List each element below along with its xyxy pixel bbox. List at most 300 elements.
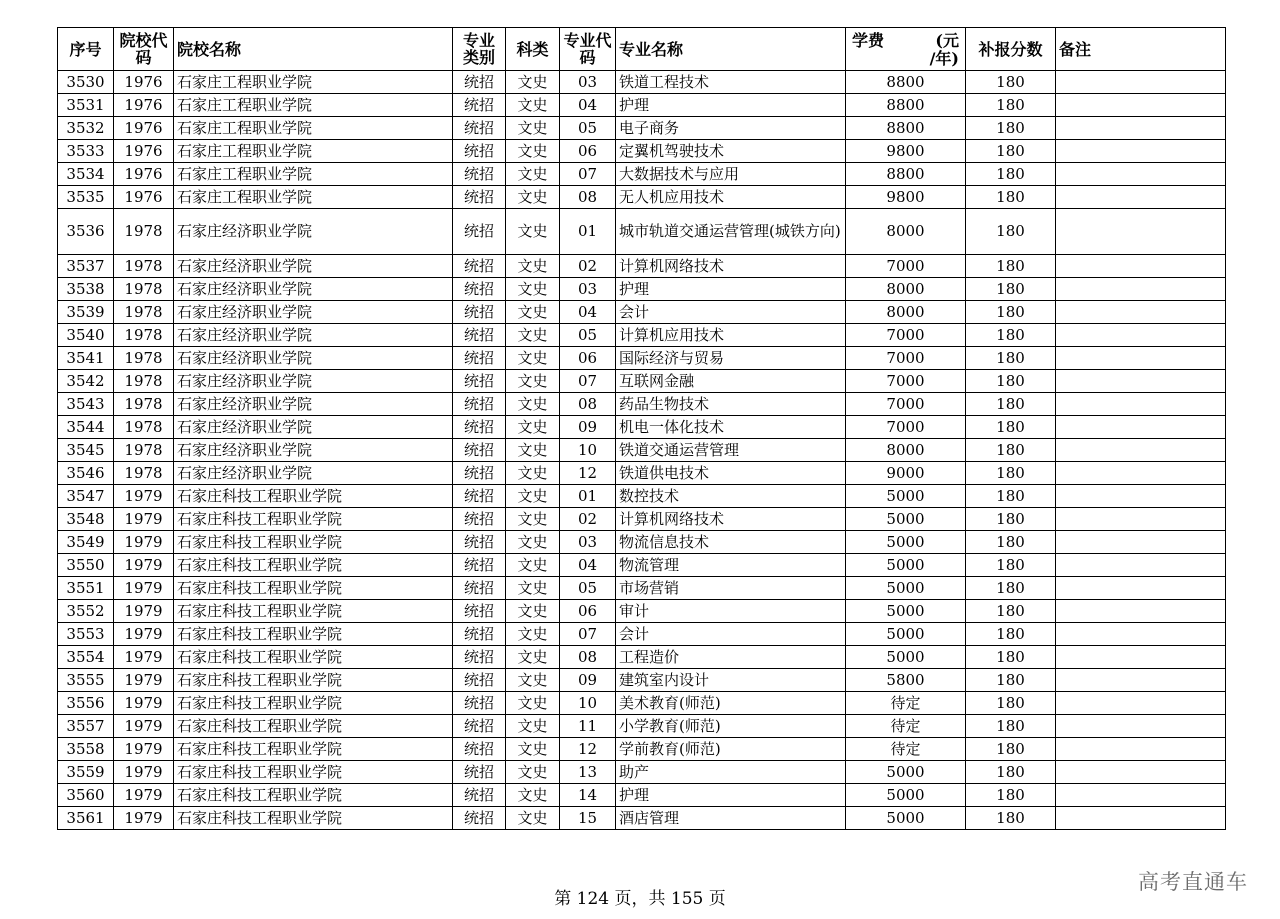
cell-seq: 3537 (58, 255, 114, 278)
cell-major-type: 统招 (453, 94, 506, 117)
table-row (58, 416, 1226, 439)
cell-score: 180 (966, 393, 1056, 416)
header-school-code: 院校代码 (114, 28, 174, 71)
cell-school-name: 石家庄工程职业学院 (174, 94, 453, 117)
cell-school-name: 石家庄工程职业学院 (174, 117, 453, 140)
cell-fee: 5800 (846, 669, 966, 692)
cell-category: 文史 (506, 807, 560, 830)
cell-major-type: 统招 (453, 140, 506, 163)
cell-remark (1056, 531, 1226, 554)
cell-school-name: 石家庄工程职业学院 (174, 71, 453, 94)
cell-category: 文史 (506, 94, 560, 117)
cell-remark (1056, 370, 1226, 393)
table-row (58, 324, 1226, 347)
cell-major-type: 统招 (453, 347, 506, 370)
cell-major-name: 护理 (616, 94, 846, 117)
cell-remark (1056, 439, 1226, 462)
cell-major-type: 统招 (453, 577, 506, 600)
cell-major-code: 09 (560, 669, 616, 692)
cell-major-code: 02 (560, 255, 616, 278)
cell-major-type: 统招 (453, 600, 506, 623)
cell-category: 文史 (506, 554, 560, 577)
cell-score: 180 (966, 784, 1056, 807)
cell-major-type: 统招 (453, 623, 506, 646)
cell-score: 180 (966, 577, 1056, 600)
cell-major-code: 04 (560, 301, 616, 324)
cell-fee: 8000 (846, 278, 966, 301)
cell-fee: 7000 (846, 393, 966, 416)
cell-school-name: 石家庄经济职业学院 (174, 393, 453, 416)
cell-major-code: 03 (560, 278, 616, 301)
cell-remark (1056, 278, 1226, 301)
cell-remark (1056, 255, 1226, 278)
cell-major-code: 01 (560, 209, 616, 255)
cell-seq: 3532 (58, 117, 114, 140)
cell-fee: 5000 (846, 600, 966, 623)
cell-major-type: 统招 (453, 669, 506, 692)
cell-remark (1056, 738, 1226, 761)
cell-score: 180 (966, 692, 1056, 715)
cell-seq: 3544 (58, 416, 114, 439)
cell-major-type: 统招 (453, 807, 506, 830)
cell-category: 文史 (506, 485, 560, 508)
cell-major-type: 统招 (453, 646, 506, 669)
cell-score: 180 (966, 669, 1056, 692)
cell-major-type: 统招 (453, 278, 506, 301)
table-row (58, 209, 1226, 255)
cell-major-name: 大数据技术与应用 (616, 163, 846, 186)
header-fee (846, 28, 966, 71)
cell-school-code: 1978 (114, 439, 174, 462)
cell-school-name: 石家庄科技工程职业学院 (174, 485, 453, 508)
cell-score: 180 (966, 416, 1056, 439)
cell-fee: 8800 (846, 117, 966, 140)
cell-major-name: 铁道工程技术 (616, 71, 846, 94)
cell-major-type: 统招 (453, 324, 506, 347)
cell-major-name: 无人机应用技术 (616, 186, 846, 209)
cell-major-type: 统招 (453, 485, 506, 508)
cell-category: 文史 (506, 761, 560, 784)
cell-score: 180 (966, 140, 1056, 163)
cell-category: 文史 (506, 117, 560, 140)
cell-school-name: 石家庄科技工程职业学院 (174, 508, 453, 531)
cell-score: 180 (966, 554, 1056, 577)
cell-score: 180 (966, 807, 1056, 830)
cell-major-code: 07 (560, 163, 616, 186)
cell-seq: 3541 (58, 347, 114, 370)
cell-seq: 3553 (58, 623, 114, 646)
cell-school-name: 石家庄科技工程职业学院 (174, 554, 453, 577)
cell-score: 180 (966, 462, 1056, 485)
cell-school-code: 1978 (114, 416, 174, 439)
cell-fee: 8000 (846, 439, 966, 462)
cell-school-code: 1979 (114, 807, 174, 830)
cell-major-name: 学前教育(师范) (616, 738, 846, 761)
cell-category: 文史 (506, 669, 560, 692)
cell-category: 文史 (506, 163, 560, 186)
cell-category: 文史 (506, 738, 560, 761)
cell-seq: 3559 (58, 761, 114, 784)
header-fee-unit-a: (元 (935, 31, 959, 50)
cell-fee: 5000 (846, 761, 966, 784)
cell-major-name: 铁道交通运营管理 (616, 439, 846, 462)
cell-major-type: 统招 (453, 508, 506, 531)
cell-remark (1056, 692, 1226, 715)
cell-major-type: 统招 (453, 462, 506, 485)
cell-major-type: 统招 (453, 416, 506, 439)
admission-table (57, 27, 1226, 830)
cell-score: 180 (966, 94, 1056, 117)
cell-school-code: 1978 (114, 301, 174, 324)
cell-school-name: 石家庄经济职业学院 (174, 416, 453, 439)
cell-seq: 3543 (58, 393, 114, 416)
cell-remark (1056, 669, 1226, 692)
cell-fee: 待定 (846, 715, 966, 738)
cell-major-type: 统招 (453, 738, 506, 761)
cell-major-code: 06 (560, 347, 616, 370)
cell-major-name: 定翼机驾驶技术 (616, 140, 846, 163)
cell-seq: 3536 (58, 209, 114, 255)
cell-remark (1056, 301, 1226, 324)
table-row (58, 669, 1226, 692)
cell-fee: 7000 (846, 324, 966, 347)
table-body (58, 71, 1226, 830)
cell-major-code: 12 (560, 462, 616, 485)
page-number-label: 第 124 页，共 155 页 (554, 889, 726, 909)
cell-school-code: 1979 (114, 784, 174, 807)
cell-major-code: 06 (560, 140, 616, 163)
cell-seq: 3555 (58, 669, 114, 692)
cell-remark (1056, 784, 1226, 807)
cell-major-type: 统招 (453, 439, 506, 462)
cell-major-name: 建筑室内设计 (616, 669, 846, 692)
table-row (58, 600, 1226, 623)
cell-category: 文史 (506, 692, 560, 715)
cell-remark (1056, 761, 1226, 784)
cell-category: 文史 (506, 324, 560, 347)
cell-remark (1056, 393, 1226, 416)
cell-major-code: 05 (560, 324, 616, 347)
cell-fee: 8800 (846, 71, 966, 94)
cell-score: 180 (966, 186, 1056, 209)
header-major-name: 专业名称 (616, 28, 846, 71)
cell-score: 180 (966, 370, 1056, 393)
cell-school-code: 1979 (114, 554, 174, 577)
cell-remark (1056, 600, 1226, 623)
cell-major-name: 护理 (616, 278, 846, 301)
cell-school-code: 1979 (114, 715, 174, 738)
table-row (58, 255, 1226, 278)
cell-school-name: 石家庄经济职业学院 (174, 301, 453, 324)
header-fee-unit-b: /年) (929, 49, 959, 68)
cell-major-name: 酒店管理 (616, 807, 846, 830)
cell-seq: 3549 (58, 531, 114, 554)
cell-major-name: 会计 (616, 301, 846, 324)
cell-remark (1056, 462, 1226, 485)
table-row (58, 393, 1226, 416)
cell-fee: 5000 (846, 807, 966, 830)
cell-major-type: 统招 (453, 255, 506, 278)
table-row (58, 301, 1226, 324)
table-row (58, 278, 1226, 301)
cell-major-type: 统招 (453, 370, 506, 393)
cell-school-name: 石家庄经济职业学院 (174, 255, 453, 278)
table-row (58, 163, 1226, 186)
cell-seq: 3560 (58, 784, 114, 807)
table-row (58, 692, 1226, 715)
cell-major-code: 07 (560, 623, 616, 646)
cell-category: 文史 (506, 416, 560, 439)
cell-school-name: 石家庄经济职业学院 (174, 347, 453, 370)
header-category: 科类 (506, 28, 560, 71)
cell-school-name: 石家庄科技工程职业学院 (174, 784, 453, 807)
cell-school-name: 石家庄科技工程职业学院 (174, 669, 453, 692)
table-row (58, 715, 1226, 738)
cell-score: 180 (966, 715, 1056, 738)
cell-school-code: 1978 (114, 278, 174, 301)
cell-score: 180 (966, 623, 1056, 646)
cell-school-name: 石家庄经济职业学院 (174, 209, 453, 255)
cell-major-name: 工程造价 (616, 646, 846, 669)
cell-remark (1056, 646, 1226, 669)
cell-major-type: 统招 (453, 186, 506, 209)
cell-remark (1056, 416, 1226, 439)
cell-major-name: 互联网金融 (616, 370, 846, 393)
cell-category: 文史 (506, 715, 560, 738)
cell-score: 180 (966, 347, 1056, 370)
cell-school-code: 1978 (114, 393, 174, 416)
cell-major-type: 统招 (453, 554, 506, 577)
cell-school-name: 石家庄经济职业学院 (174, 370, 453, 393)
cell-major-code: 12 (560, 738, 616, 761)
cell-score: 180 (966, 738, 1056, 761)
cell-score: 180 (966, 761, 1056, 784)
cell-fee: 5000 (846, 531, 966, 554)
cell-school-code: 1979 (114, 600, 174, 623)
cell-school-code: 1978 (114, 209, 174, 255)
table-row (58, 94, 1226, 117)
cell-remark (1056, 324, 1226, 347)
cell-fee: 8800 (846, 163, 966, 186)
watermark-text: 高考直通车 (1138, 870, 1248, 894)
table-row (58, 140, 1226, 163)
cell-seq: 3561 (58, 807, 114, 830)
cell-major-code: 15 (560, 807, 616, 830)
cell-major-name: 铁道供电技术 (616, 462, 846, 485)
cell-major-code: 03 (560, 531, 616, 554)
cell-school-name: 石家庄科技工程职业学院 (174, 692, 453, 715)
cell-category: 文史 (506, 784, 560, 807)
cell-seq: 3547 (58, 485, 114, 508)
cell-remark (1056, 347, 1226, 370)
cell-fee: 8800 (846, 94, 966, 117)
cell-major-name: 计算机应用技术 (616, 324, 846, 347)
cell-major-code: 04 (560, 554, 616, 577)
header-school-name: 院校名称 (174, 28, 453, 71)
cell-school-code: 1979 (114, 761, 174, 784)
table-row (58, 117, 1226, 140)
cell-major-code: 09 (560, 416, 616, 439)
cell-school-code: 1976 (114, 186, 174, 209)
cell-school-name: 石家庄科技工程职业学院 (174, 738, 453, 761)
cell-remark (1056, 209, 1226, 255)
cell-major-code: 02 (560, 508, 616, 531)
cell-seq: 3554 (58, 646, 114, 669)
cell-major-code: 06 (560, 600, 616, 623)
cell-major-name: 会计 (616, 623, 846, 646)
cell-seq: 3538 (58, 278, 114, 301)
cell-score: 180 (966, 163, 1056, 186)
table-row (58, 738, 1226, 761)
cell-school-code: 1978 (114, 255, 174, 278)
cell-score: 180 (966, 485, 1056, 508)
cell-major-code: 07 (560, 370, 616, 393)
cell-school-code: 1976 (114, 163, 174, 186)
cell-school-name: 石家庄经济职业学院 (174, 278, 453, 301)
table-row (58, 646, 1226, 669)
cell-score: 180 (966, 324, 1056, 347)
cell-category: 文史 (506, 370, 560, 393)
cell-fee: 待定 (846, 738, 966, 761)
cell-major-name: 物流管理 (616, 554, 846, 577)
cell-school-name: 石家庄科技工程职业学院 (174, 531, 453, 554)
cell-seq: 3545 (58, 439, 114, 462)
cell-score: 180 (966, 646, 1056, 669)
cell-school-code: 1976 (114, 140, 174, 163)
cell-school-code: 1976 (114, 71, 174, 94)
cell-seq: 3558 (58, 738, 114, 761)
cell-fee: 5000 (846, 554, 966, 577)
cell-major-name: 城市轨道交通运营管理(城铁方向) (616, 209, 846, 255)
header-score: 补报分数 (966, 28, 1056, 71)
cell-major-code: 01 (560, 485, 616, 508)
cell-school-name: 石家庄科技工程职业学院 (174, 715, 453, 738)
cell-school-name: 石家庄工程职业学院 (174, 140, 453, 163)
cell-school-name: 石家庄经济职业学院 (174, 324, 453, 347)
cell-school-name: 石家庄科技工程职业学院 (174, 807, 453, 830)
cell-fee: 5000 (846, 508, 966, 531)
cell-school-name: 石家庄经济职业学院 (174, 439, 453, 462)
cell-school-code: 1979 (114, 738, 174, 761)
cell-seq: 3540 (58, 324, 114, 347)
cell-fee: 5000 (846, 784, 966, 807)
cell-fee: 9800 (846, 186, 966, 209)
cell-major-code: 11 (560, 715, 616, 738)
cell-seq: 3530 (58, 71, 114, 94)
header-seq: 序号 (58, 28, 114, 71)
cell-major-type: 统招 (453, 761, 506, 784)
cell-score: 180 (966, 209, 1056, 255)
cell-seq: 3542 (58, 370, 114, 393)
cell-fee: 5000 (846, 485, 966, 508)
cell-major-code: 05 (560, 577, 616, 600)
cell-major-name: 审计 (616, 600, 846, 623)
cell-major-name: 助产 (616, 761, 846, 784)
cell-school-name: 石家庄科技工程职业学院 (174, 623, 453, 646)
cell-seq: 3531 (58, 94, 114, 117)
table-row (58, 370, 1226, 393)
cell-major-type: 统招 (453, 209, 506, 255)
cell-fee: 9800 (846, 140, 966, 163)
cell-school-code: 1976 (114, 117, 174, 140)
cell-major-type: 统招 (453, 393, 506, 416)
cell-school-code: 1978 (114, 462, 174, 485)
cell-remark (1056, 485, 1226, 508)
cell-school-name: 石家庄科技工程职业学院 (174, 761, 453, 784)
cell-major-name: 美术教育(师范) (616, 692, 846, 715)
cell-school-code: 1979 (114, 623, 174, 646)
cell-seq: 3546 (58, 462, 114, 485)
table-header-row (58, 28, 1226, 71)
cell-major-type: 统招 (453, 163, 506, 186)
cell-major-name: 电子商务 (616, 117, 846, 140)
cell-major-name: 国际经济与贸易 (616, 347, 846, 370)
cell-fee: 7000 (846, 416, 966, 439)
cell-score: 180 (966, 439, 1056, 462)
cell-major-name: 物流信息技术 (616, 531, 846, 554)
cell-major-code: 10 (560, 439, 616, 462)
cell-remark (1056, 186, 1226, 209)
cell-major-type: 统招 (453, 301, 506, 324)
header-remark: 备注 (1056, 28, 1226, 71)
cell-fee: 5000 (846, 577, 966, 600)
cell-remark (1056, 577, 1226, 600)
cell-major-name: 药品生物技术 (616, 393, 846, 416)
cell-major-code: 08 (560, 646, 616, 669)
cell-fee: 8000 (846, 301, 966, 324)
table-row (58, 71, 1226, 94)
cell-school-code: 1979 (114, 577, 174, 600)
cell-seq: 3550 (58, 554, 114, 577)
cell-major-name: 计算机网络技术 (616, 508, 846, 531)
cell-major-code: 08 (560, 393, 616, 416)
cell-category: 文史 (506, 508, 560, 531)
cell-school-code: 1978 (114, 370, 174, 393)
cell-major-code: 10 (560, 692, 616, 715)
table-row (58, 577, 1226, 600)
cell-major-name: 机电一体化技术 (616, 416, 846, 439)
cell-category: 文史 (506, 393, 560, 416)
cell-major-name: 数控技术 (616, 485, 846, 508)
cell-category: 文史 (506, 140, 560, 163)
table-row (58, 347, 1226, 370)
cell-seq: 3533 (58, 140, 114, 163)
cell-major-code: 14 (560, 784, 616, 807)
cell-major-name: 护理 (616, 784, 846, 807)
cell-seq: 3552 (58, 600, 114, 623)
table-row (58, 807, 1226, 830)
cell-school-code: 1979 (114, 669, 174, 692)
cell-school-code: 1979 (114, 692, 174, 715)
cell-school-code: 1979 (114, 531, 174, 554)
cell-category: 文史 (506, 577, 560, 600)
cell-seq: 3557 (58, 715, 114, 738)
cell-school-name: 石家庄科技工程职业学院 (174, 577, 453, 600)
table-row (58, 439, 1226, 462)
cell-score: 180 (966, 71, 1056, 94)
header-major-type: 专业类别 (453, 28, 506, 71)
cell-major-type: 统招 (453, 531, 506, 554)
cell-fee: 8000 (846, 209, 966, 255)
cell-score: 180 (966, 117, 1056, 140)
cell-fee: 5000 (846, 623, 966, 646)
cell-school-code: 1979 (114, 508, 174, 531)
cell-category: 文史 (506, 439, 560, 462)
cell-school-name: 石家庄工程职业学院 (174, 186, 453, 209)
cell-seq: 3535 (58, 186, 114, 209)
cell-category: 文史 (506, 209, 560, 255)
cell-major-code: 13 (560, 761, 616, 784)
